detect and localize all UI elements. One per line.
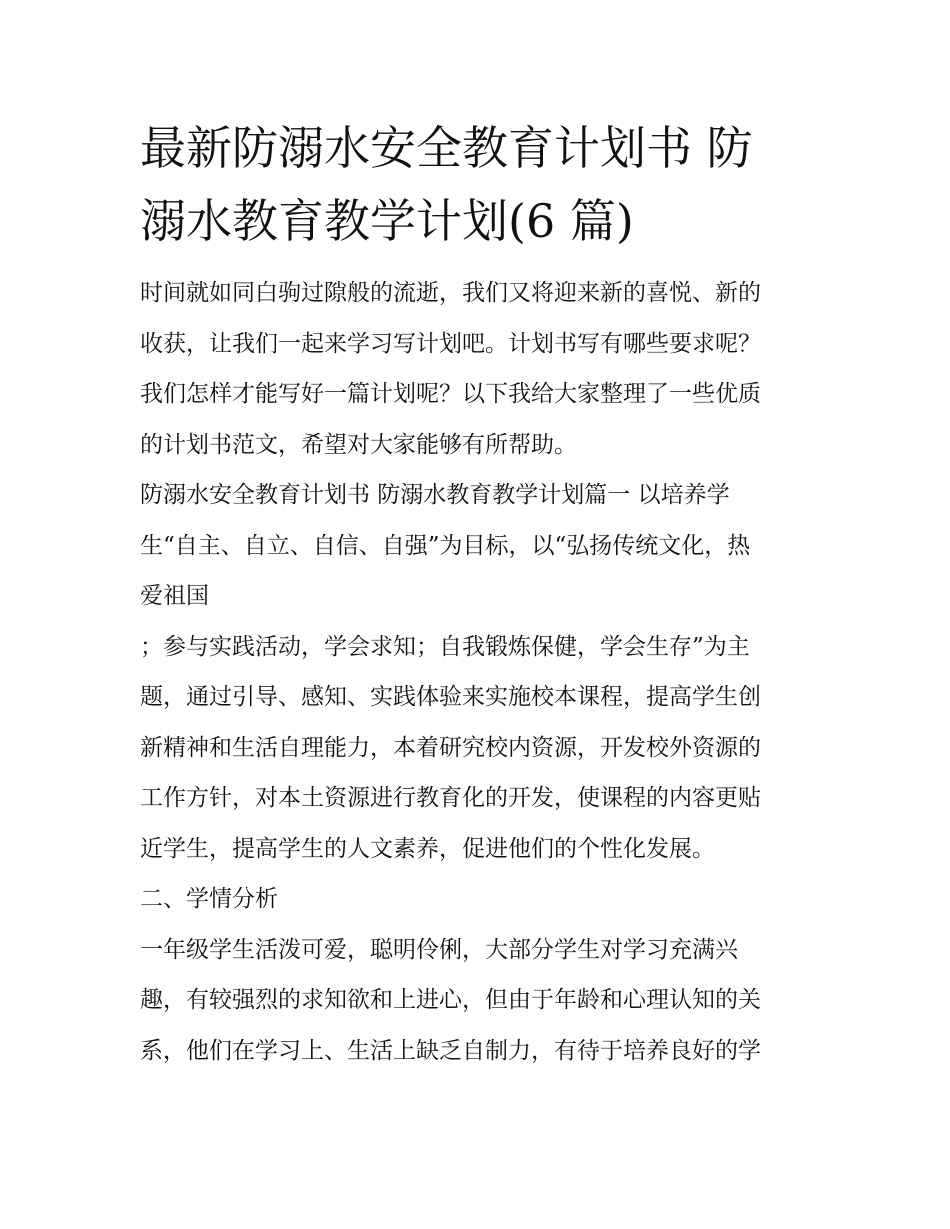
section-heading: 二、学情分析	[140, 886, 278, 912]
body-line-5: 防溺水安全教育计划书 防溺水教育教学计划篇一 以培养学	[140, 482, 730, 508]
body-line-6: 生“自主、自立、自信、自强”为目标，以“弘扬传统文化，热	[140, 532, 751, 559]
body-line-1: 时间就如同白驹过隙般的流逝，我们又将迎来新的喜悦、新的	[140, 280, 761, 306]
title-line-1: 最新防溺水安全教育计划书 防	[140, 121, 753, 175]
body-line-16: 系，他们在学习上、生活上缺乏自制力，有待于培养良好的学	[140, 1037, 761, 1064]
body-line-8: ；参与实践活动，学会求知；自我锻炼保健，学会生存”为主	[140, 633, 750, 660]
body-line-10: 新精神和生活自理能力，本着研究校内资源，开发校外资源的	[140, 734, 761, 761]
body-line-11: 工作方针，对本土资源进行教育化的开发，使课程的内容更贴	[140, 785, 761, 811]
body-line-14: 一年级学生活泼可爱，聪明伶俐，大部分学生对学习充满兴	[140, 936, 738, 963]
body-line-4: 的计划书范文，希望对大家能够有所帮助。	[140, 431, 577, 458]
document-body	[140, 268, 812, 1076]
document-title	[140, 112, 812, 258]
body-line-12: 近学生，提高学生的人文素养，促进他们的个性化发展。	[140, 835, 715, 862]
body-line-15: 趣，有较强烈的求知欲和上进心，但由于年龄和心理认知的关	[140, 987, 761, 1013]
body-line-7: 爱祖国	[140, 583, 209, 609]
document-page	[140, 112, 812, 1076]
body-line-3: 我们怎样才能写好一篇计划呢？以下我给大家整理了一些优质	[140, 381, 761, 407]
body-line-9: 题，通过引导、感知、实践体验来实施校本课程，提高学生创	[140, 684, 761, 710]
title-line-2: 溺水教育教学计划(6 篇)	[140, 194, 634, 248]
body-line-2: 收获，让我们一起来学习写计划吧。计划书写有哪些要求呢？	[140, 330, 761, 357]
